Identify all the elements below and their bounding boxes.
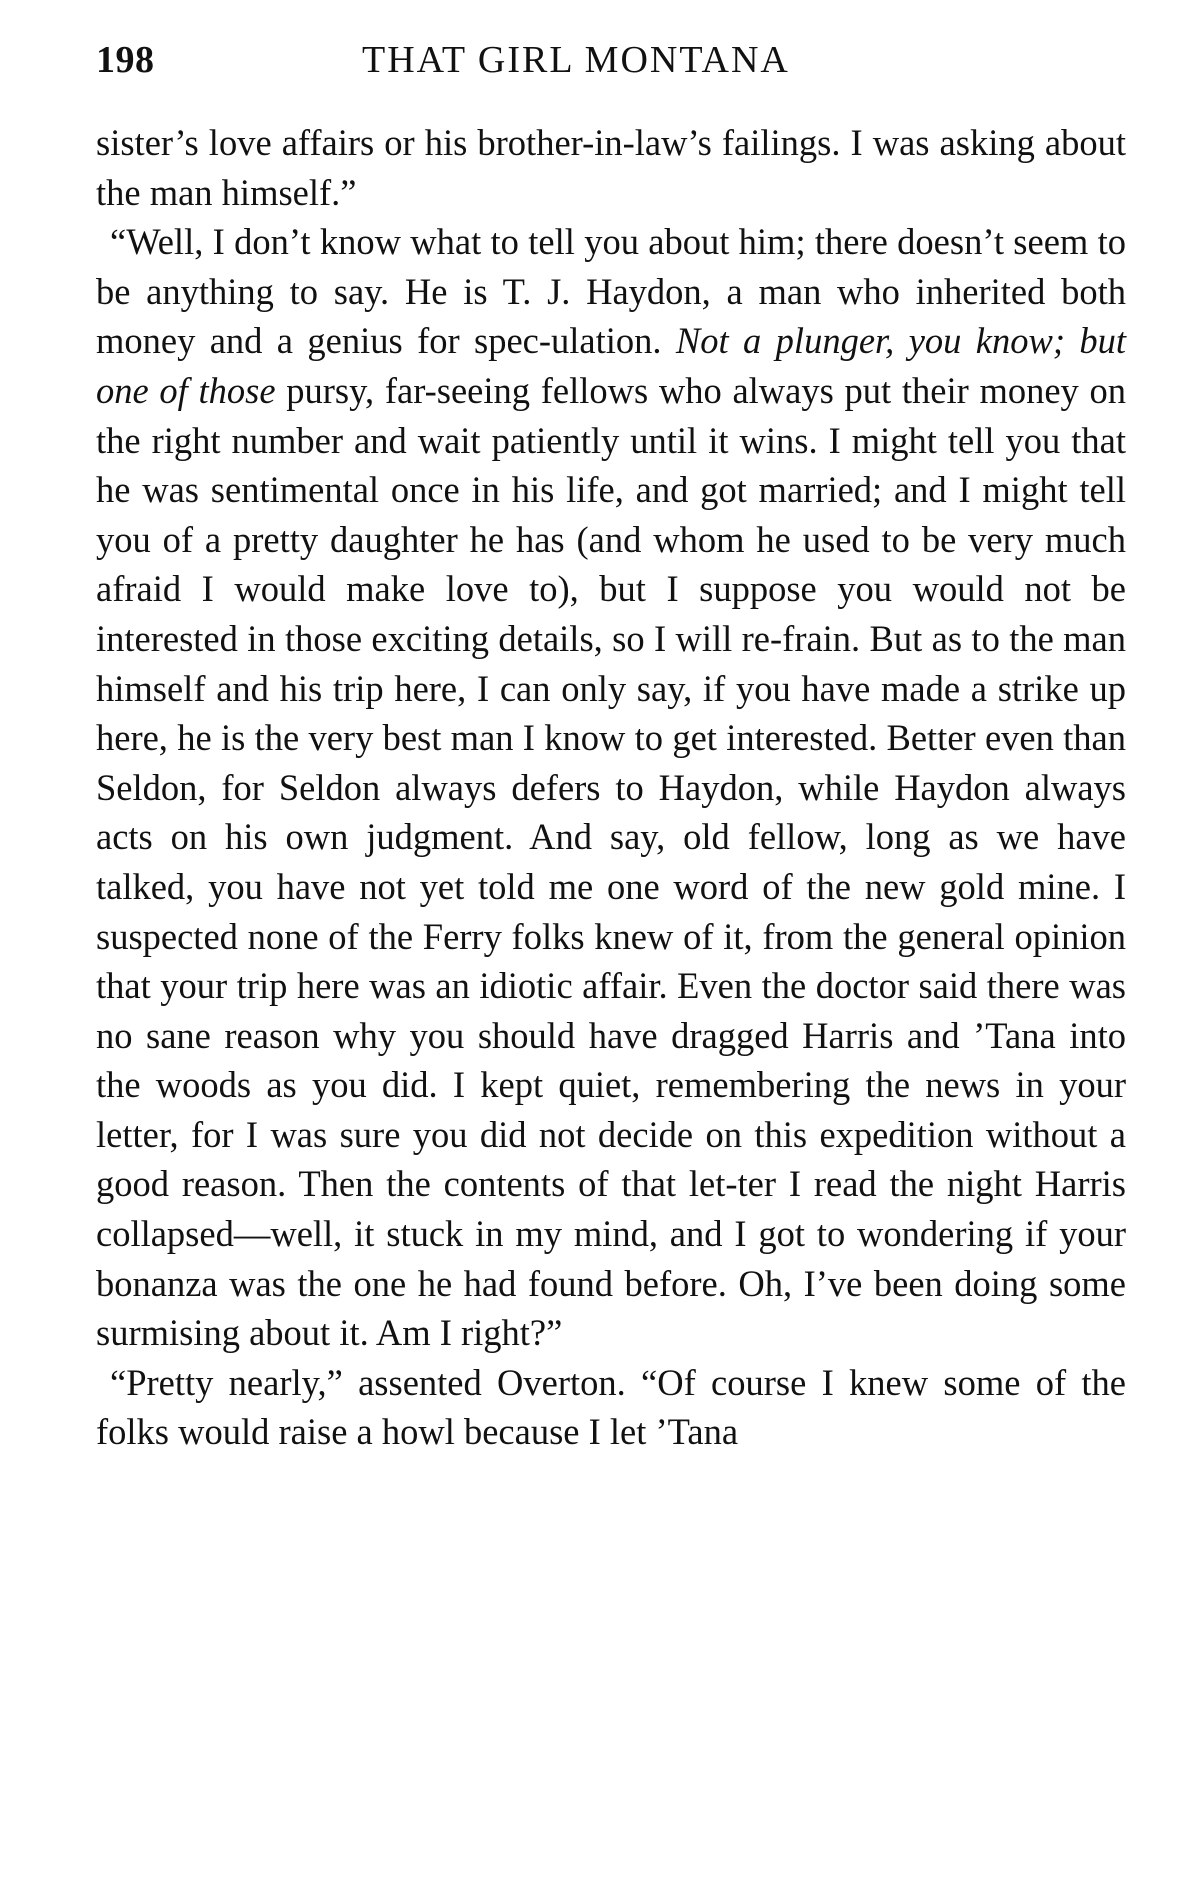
paragraph-1-text: sister’s love affairs or his brother-in-law’s failings. I was asking about the man himself.” bbox=[96, 122, 1126, 213]
paragraph-2-italic-text: Not a plunger, you know; but one of those bbox=[96, 320, 1126, 411]
running-title: THAT GIRL MONTANA bbox=[362, 39, 790, 81]
paragraph-3-text: “Pretty nearly,” assented Overton. “Of course I knew some of the folks would raise a howl because I let ’Tana bbox=[96, 1361, 1126, 1453]
body-text bbox=[96, 118, 1126, 1457]
paragraph-2-text-part-2: pursy, far-seeing fellows who always put their money on the right number and wait patiently until it wins. I might tell you that he was sentimental once in his life, and got married; and I might tell you of a pretty daughter he has (and whom he used to be very much afraid I would make love to), but I suppose you would not be interested in those exciting details, so I will re-frain. But as to the man himself and his trip here, I can only say, if you have made a strike up here, he is the very best man I know to get interested. Better even than Seldon, for Seldon always defers to Haydon, while Haydon always acts on his own judgment. And say, old fellow, long as we have talked, you have not yet told me one word of the new gold mine. I suspected none of the Ferry folks knew of it, from the general opinion that your trip here was an idiotic affair. Even the doctor said there was no sane reason why you should have dragged Harris and ’Tana into the woods as you did. I kept quiet, remembering the news in your letter, for I was sure you did not decide on this expedition without a good reason. Then the contents of that let-ter I read the night Harris collapsed—well, it stuck in my mind, and I got to wondering if your bonanza was the one he had found before. Oh, I’ve been doing some surmising about it. Am I right?” bbox=[96, 369, 1127, 1354]
page-number: 198 bbox=[96, 39, 155, 81]
paragraph-1 bbox=[96, 118, 1126, 217]
paragraph-2-text-part-1: “Well, I don’t know what to tell you about him; there doesn’t seem to be anything to say. He is T. J. Haydon, a man who inherited both money and a genius for spec-ulation. bbox=[96, 221, 1126, 362]
paragraph-2 bbox=[96, 217, 1126, 1358]
paragraph-3 bbox=[96, 1358, 1126, 1457]
page-header bbox=[96, 38, 1126, 88]
